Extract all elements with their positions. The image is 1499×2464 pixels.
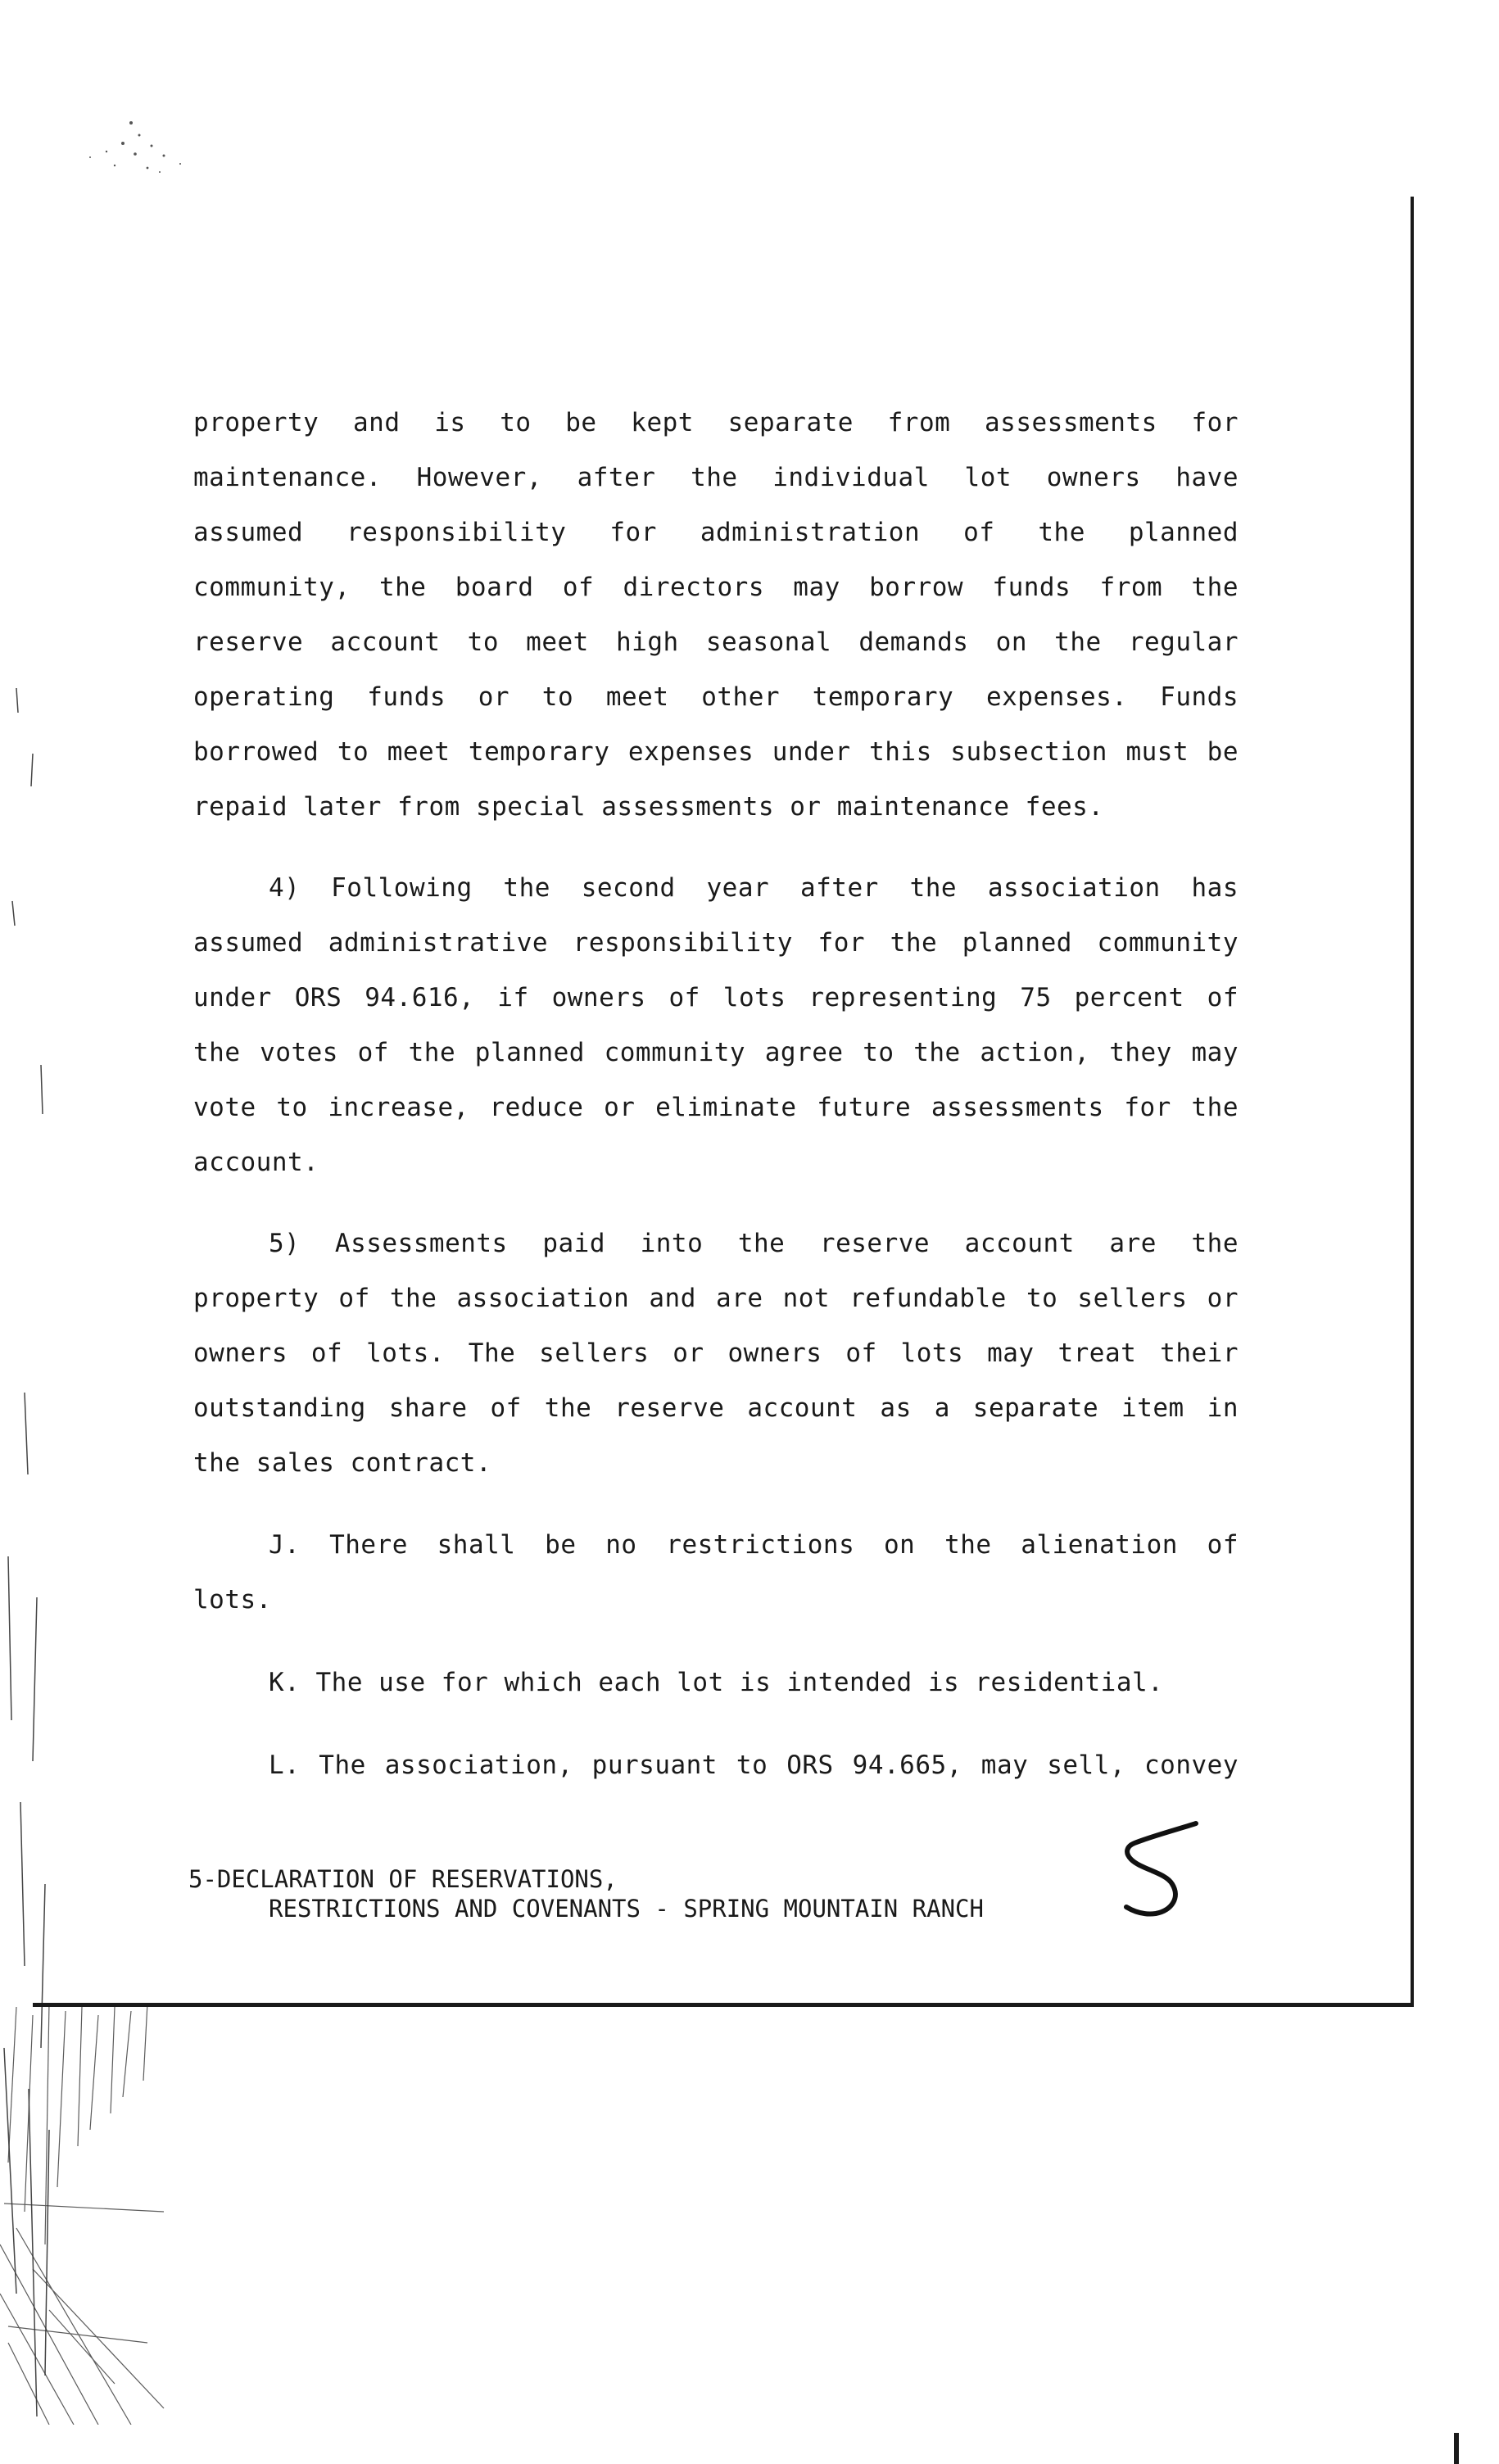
text-line: maintenance. However, after the individual lot owners have [193, 463, 1239, 492]
handwritten-page-number [1118, 1819, 1208, 1925]
scan-noise-top-left [57, 106, 205, 188]
text-line: assumed responsibility for administration of the planned [193, 518, 1239, 547]
footer-title-line-2: RESTRICTIONS AND COVENANTS - SPRING MOUNTAIN RANCH [269, 1895, 984, 1923]
text-line: property and is to be kept separate from assessments for [193, 408, 1239, 437]
document-body [193, 0, 1239, 1884]
text-line: operating funds or to meet other temporary expenses. Funds [193, 682, 1239, 712]
text-line: reserve account to meet high seasonal demands on the regular [193, 627, 1239, 657]
text-line: lots. [193, 1585, 272, 1615]
text-line: 4) Following the second year after the association has [269, 873, 1239, 903]
text-line: the votes of the planned community agree to the action, they may [193, 1038, 1239, 1067]
text-line: vote to increase, reduce or eliminate future assessments for the [193, 1093, 1239, 1122]
text-line: 5) Assessments paid into the reserve account are the [269, 1229, 1239, 1258]
document-footer [188, 1864, 984, 1923]
text-line: owners of lots. The sellers or owners of lots may treat their [193, 1338, 1239, 1368]
text-line: K. The use for which each lot is intended is residential. [269, 1668, 1164, 1697]
text-line: outstanding share of the reserve account as a separate item in [193, 1393, 1239, 1423]
text-line: the sales contract. [193, 1448, 492, 1478]
text-line: property of the association and are not refundable to sellers or [193, 1284, 1239, 1313]
footer-title-line-1: 5-DECLARATION OF RESERVATIONS, [188, 1865, 618, 1893]
bottom-edge-rule [33, 2003, 1413, 2007]
text-line: account. [193, 1148, 319, 1177]
scan-noise-bottom-left [0, 1999, 197, 2425]
text-line: borrowed to meet temporary expenses under this subsection must be [193, 737, 1239, 767]
right-edge-rule [1411, 197, 1414, 2007]
text-line: repaid later from special assessments or maintenance fees. [193, 792, 1104, 822]
page-edge-mark [1454, 2433, 1459, 2464]
text-line: J. There shall be no restrictions on the alienation of [269, 1530, 1239, 1560]
page-number-glyph [1118, 1819, 1208, 1925]
text-line: L. The association, pursuant to ORS 94.665, may sell, convey [269, 1751, 1239, 1780]
text-line: under ORS 94.616, if owners of lots representing 75 percent of [193, 983, 1239, 1012]
text-line: assumed administrative responsibility for the planned community [193, 928, 1239, 958]
text-line: community, the board of directors may borrow funds from the [193, 573, 1239, 602]
